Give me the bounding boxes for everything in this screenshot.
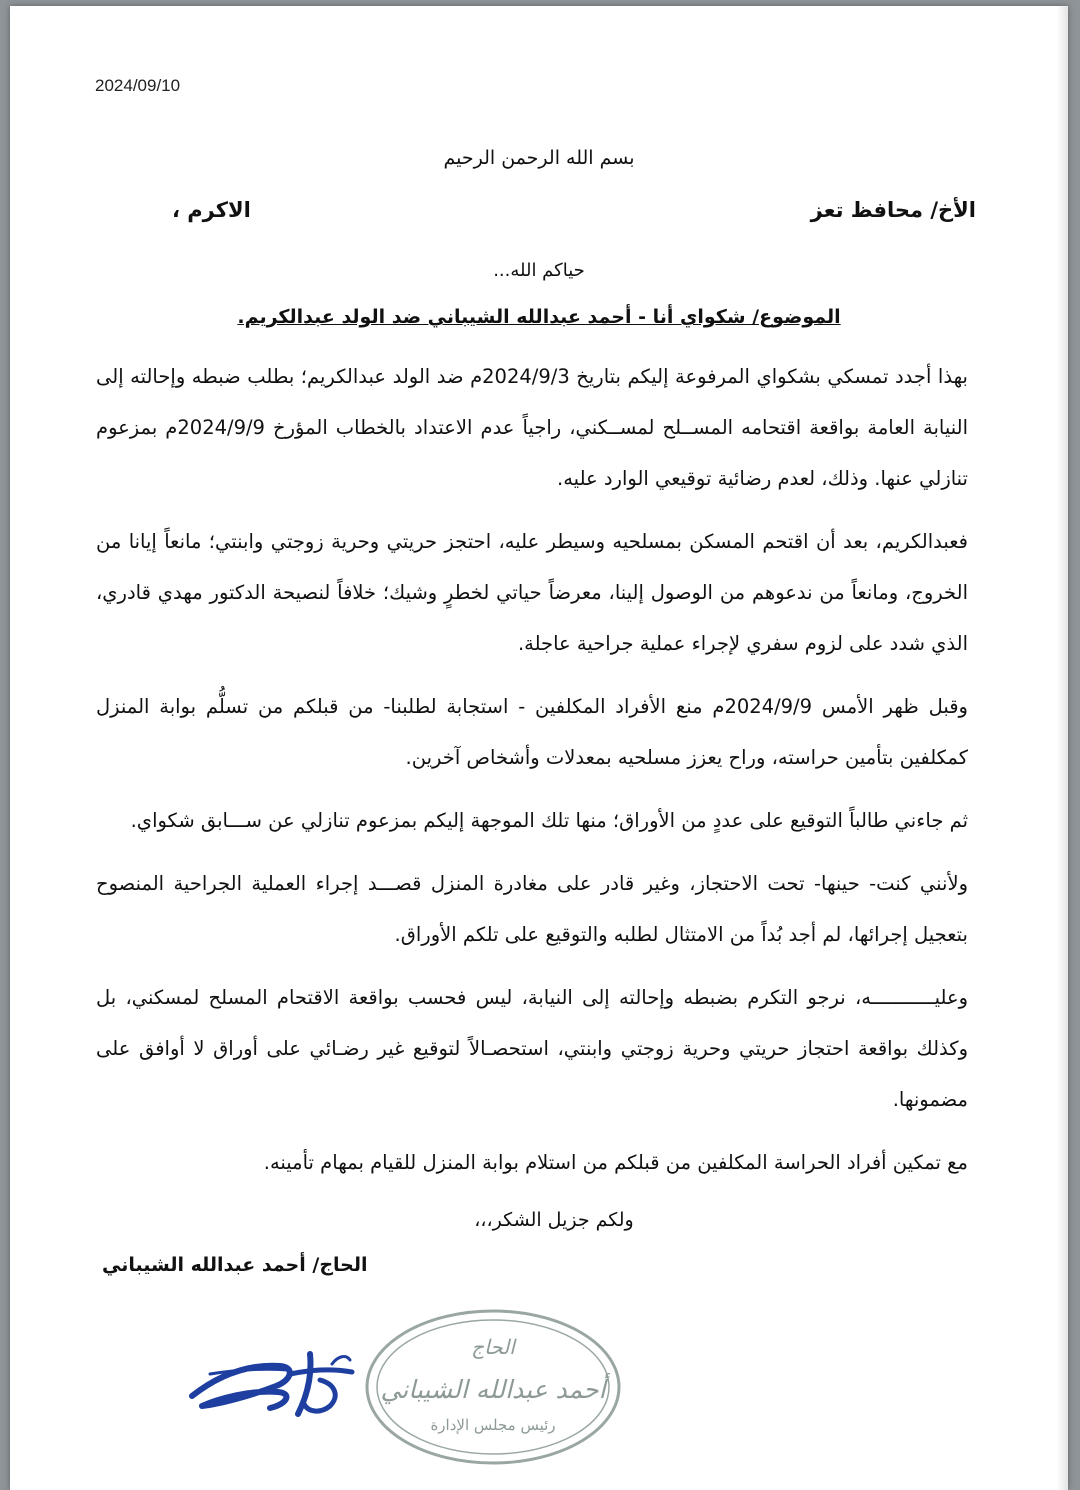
body-paragraph: وقبل ظهر الأمس 2024/9/9م منع الأفراد المكلفين - استجابة لطلبنا- من قبلكم من تسلُّم بوابة المنزل كمكلفين بتأمين حراسته، وراح يعزز مسلحيه بمعدلات وأشخاص آخرين. — [96, 695, 968, 769]
subject-line: الموضوع/ شكواي أنا - أحمد عبدالله الشيباني ضد الولد عبدالكريم. — [237, 306, 841, 328]
honorific: الاكرم ، — [172, 198, 251, 222]
stamp-line-role: رئيس مجلس الإدارة — [430, 1416, 556, 1434]
signer-name: الحاج/ أحمد عبدالله الشيباني — [102, 1254, 368, 1276]
body-paragraph: ولأنني كنت- حينها- تحت الاحتجاز، وغير قادر على مغادرة المنزل قصـــد إجراء العملية الجراحية المنصوح بتعجيل إجرائها، لم أجد بُداً من الامتثال لطلبه والتوقيع على تلكم الأوراق. — [96, 872, 968, 946]
basmala: بسم الله الرحمن الرحيم — [443, 147, 635, 169]
letter-body — [96, 351, 968, 1194]
stamp-line-title: الحاج — [471, 1335, 515, 1359]
body-paragraph: ثم جاءني طالباً التوقيع على عددٍ من الأوراق؛ منها تلك الموجهة إليكم بمزعوم تنازلي عن ســـابق شكواي. — [130, 809, 968, 832]
addressee: الأخ/ محافظ تعز — [810, 198, 976, 222]
stamp-line-name: أحمد عبدالله الشيباني — [380, 1375, 606, 1404]
handwritten-signature — [180, 1334, 360, 1434]
closing-line: ولكم جزيل الشكر،،، — [474, 1209, 634, 1231]
body-paragraph: وعليـــــــــــه، نرجو التكرم بضبطه وإحالته إلى النيابة، ليس فحسب بواقعة الاقتحام المسلح لمسكني، بل وكذلك بواقعة احتجاز حريتي وحرية زوجتي وابنتي، استحصـالاً لتوقيع غير رضـائي على أوراق لا أوافق على مضمونها. — [96, 986, 968, 1111]
letter-page — [10, 6, 1068, 1490]
letter-date: 2024/09/10 — [95, 76, 181, 95]
official-stamp — [362, 1306, 624, 1468]
greeting: حياكم الله... — [493, 260, 585, 281]
body-paragraph: مع تمكين أفراد الحراسة المكلفين من قبلكم من استلام بوابة المنزل للقيام بمهام تأمينه. — [263, 1151, 968, 1174]
page-edge-shadow — [1056, 6, 1068, 1490]
body-paragraph: بهذا أجدد تمسكي بشكواي المرفوعة إليكم بتاريخ 2024/9/3م ضد الولد عبدالكريم؛ بطلب ضبطه وإحالته إلى النيابة العامة بواقعة اقتحامه المســلح لمســكني، راجياً عدم الاعتداد بالخطاب المؤرخ 2024/9/9م بمزعوم تنازلي عنها. وذلك، لعدم رضائية توقيعي الوارد عليه. — [96, 365, 968, 490]
body-paragraph: فعبدالكريم، بعد أن اقتحم المسكن بمسلحيه وسيطر عليه، احتجز حريتي وحرية زوجتي وابنتي؛ مانعاً إيانا من الخروج، ومانعاً من ندعوهم من الوصول إلينا، معرضاً حياتي لخطرٍ وشيك؛ خلافاً لنصيحة الدكتور مهدي قادري، الذي شدد على لزوم سفري لإجراء عملية جراحية عاجلة. — [96, 530, 968, 655]
